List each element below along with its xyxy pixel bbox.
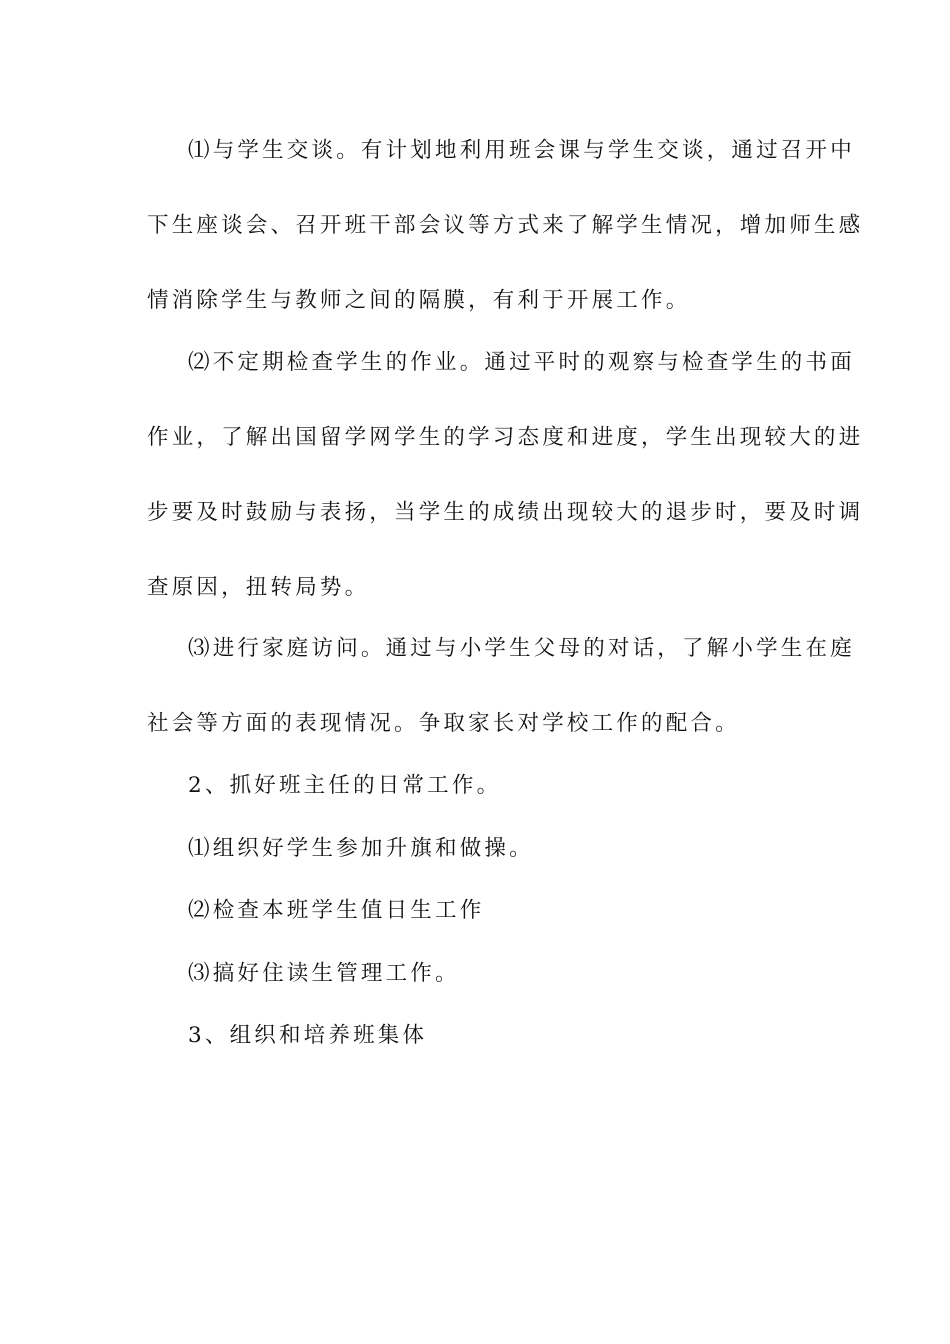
list-item-1: ⑴组织好学生参加升旗和做操。 [188, 836, 534, 861]
paragraph-2-line-3: 步要及时鼓励与表扬，当学生的成绩出现较大的退步时，要及时调 [147, 500, 864, 525]
section-heading-2: 2、抓好班主任的日常工作。 [188, 773, 502, 798]
paragraph-3-line-2: 社会等方面的表现情况。争取家长对学校工作的配合。 [147, 711, 740, 736]
paragraph-2-line-2: 作业，了解出国留学网学生的学习态度和进度，学生出现较大的进 [147, 425, 864, 450]
paragraph-1-line-3: 情消除学生与教师之间的隔膜，有利于开展工作。 [147, 288, 691, 313]
paragraph-2-line-1: ⑵不定期检查学生的作业。通过平时的观察与检查学生的书面 [188, 350, 855, 375]
paragraph-1-line-1: ⑴与学生交谈。有计划地利用班会课与学生交谈，通过召开中 [188, 138, 855, 163]
section-heading-3: 3、组织和培养班集体 [188, 1023, 428, 1048]
paragraph-3-line-1: ⑶进行家庭访问。通过与小学生父母的对话，了解小学生在庭 [188, 636, 855, 661]
paragraph-1-line-2: 下生座谈会、召开班干部会议等方式来了解学生情况，增加师生感 [147, 213, 864, 238]
paragraph-2-line-4: 查原因，扭转局势。 [147, 575, 370, 600]
list-item-2: ⑵检查本班学生值日生工作 [188, 898, 485, 923]
list-item-3: ⑶搞好住读生管理工作。 [188, 961, 460, 986]
